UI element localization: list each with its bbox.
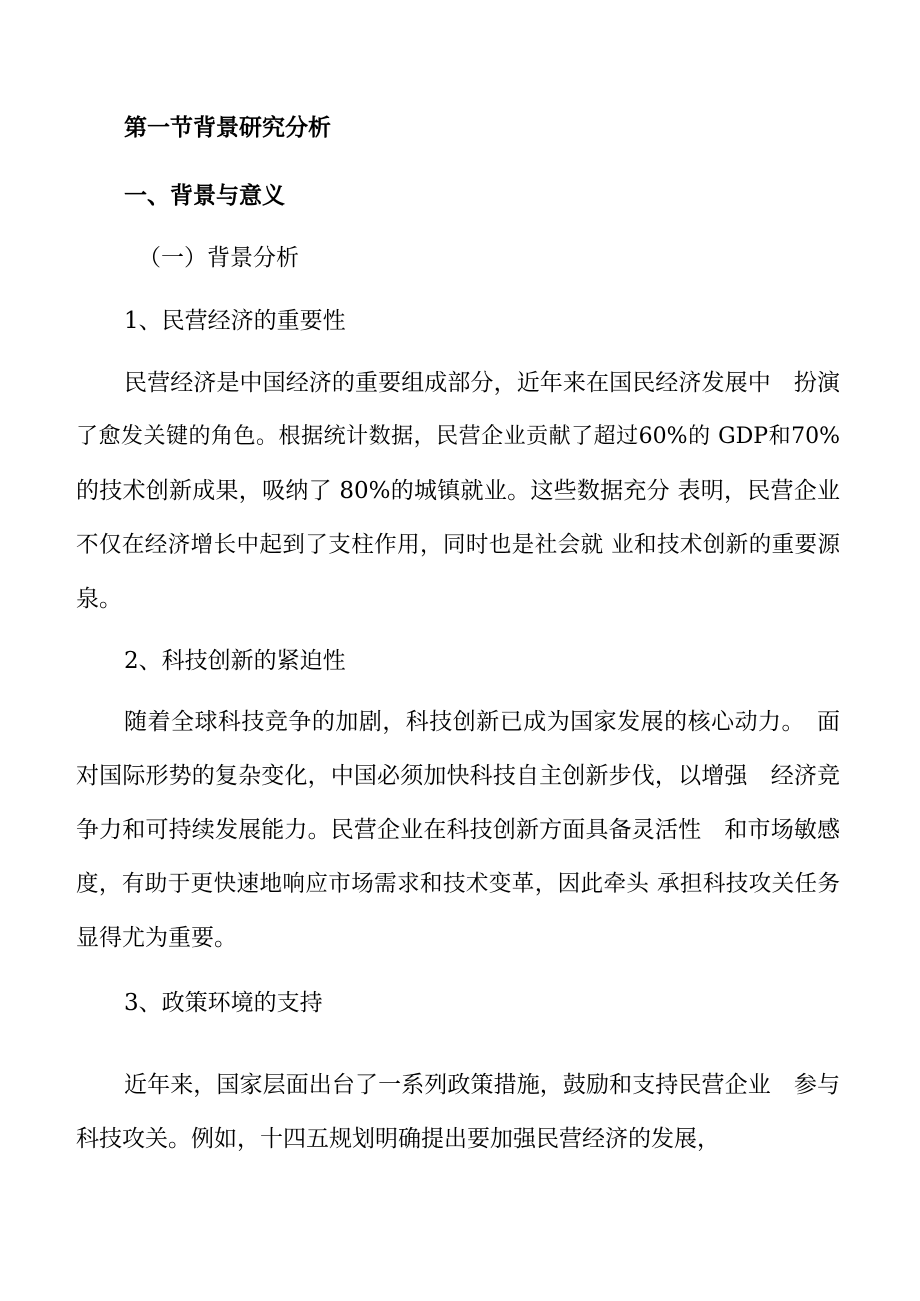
- paragraph-line: 显得尤为重要。: [76, 925, 237, 951]
- paragraph-line: 不仅在经济增长中起到了支柱作用，同时也是社会就 业和技术创新的重要源: [76, 532, 840, 558]
- paragraph-line: 泉。: [76, 586, 122, 612]
- paragraph-line: 了愈发关键的角色。根据统计数据，民营企业贡献了超过60%的 GDP和70%: [76, 424, 840, 449]
- paragraph-line: 争力和可持续发展能力。民营企业在科技创新方面具备灵活性 和市场敏感: [76, 817, 840, 843]
- paragraph-line: 民营经济是中国经济的重要组成部分，近年来在国民经济发展中 扮演: [124, 370, 840, 396]
- paragraph-line: 随着全球科技竞争的加剧，科技创新已成为国家发展的核心动力。 面: [124, 709, 840, 735]
- paragraph-line: 对国际形势的复杂变化，中国必须加快科技自主创新步伐，以增强 经济竞: [76, 763, 840, 789]
- section-title: 第一节背景研究分析: [124, 114, 331, 141]
- chapter-title: 一、背景与意义: [124, 182, 285, 209]
- paragraph-line: 度，有助于更快速地响应市场需求和技术变革，因此牵头 承担科技攻关任务: [76, 871, 840, 897]
- paragraph-line: 近年来，国家层面出台了一系列政策措施，鼓励和支持民营企业 参与: [124, 1072, 840, 1098]
- paragraph-line: 的技术创新成果，吸纳了 80%的城镇就业。这些数据充分 表明，民营企业: [76, 478, 840, 504]
- topic-heading-2: 2、科技创新的紧迫性: [124, 648, 346, 674]
- paragraph-line: 科技攻关。例如，十四五规划明确提出要加强民营经济的发展，: [76, 1126, 720, 1152]
- subsection-title: （一）背景分析: [138, 245, 299, 271]
- topic-heading-3: 3、政策环境的支持: [124, 990, 323, 1016]
- topic-heading-1: 1、民营经济的重要性: [124, 308, 346, 334]
